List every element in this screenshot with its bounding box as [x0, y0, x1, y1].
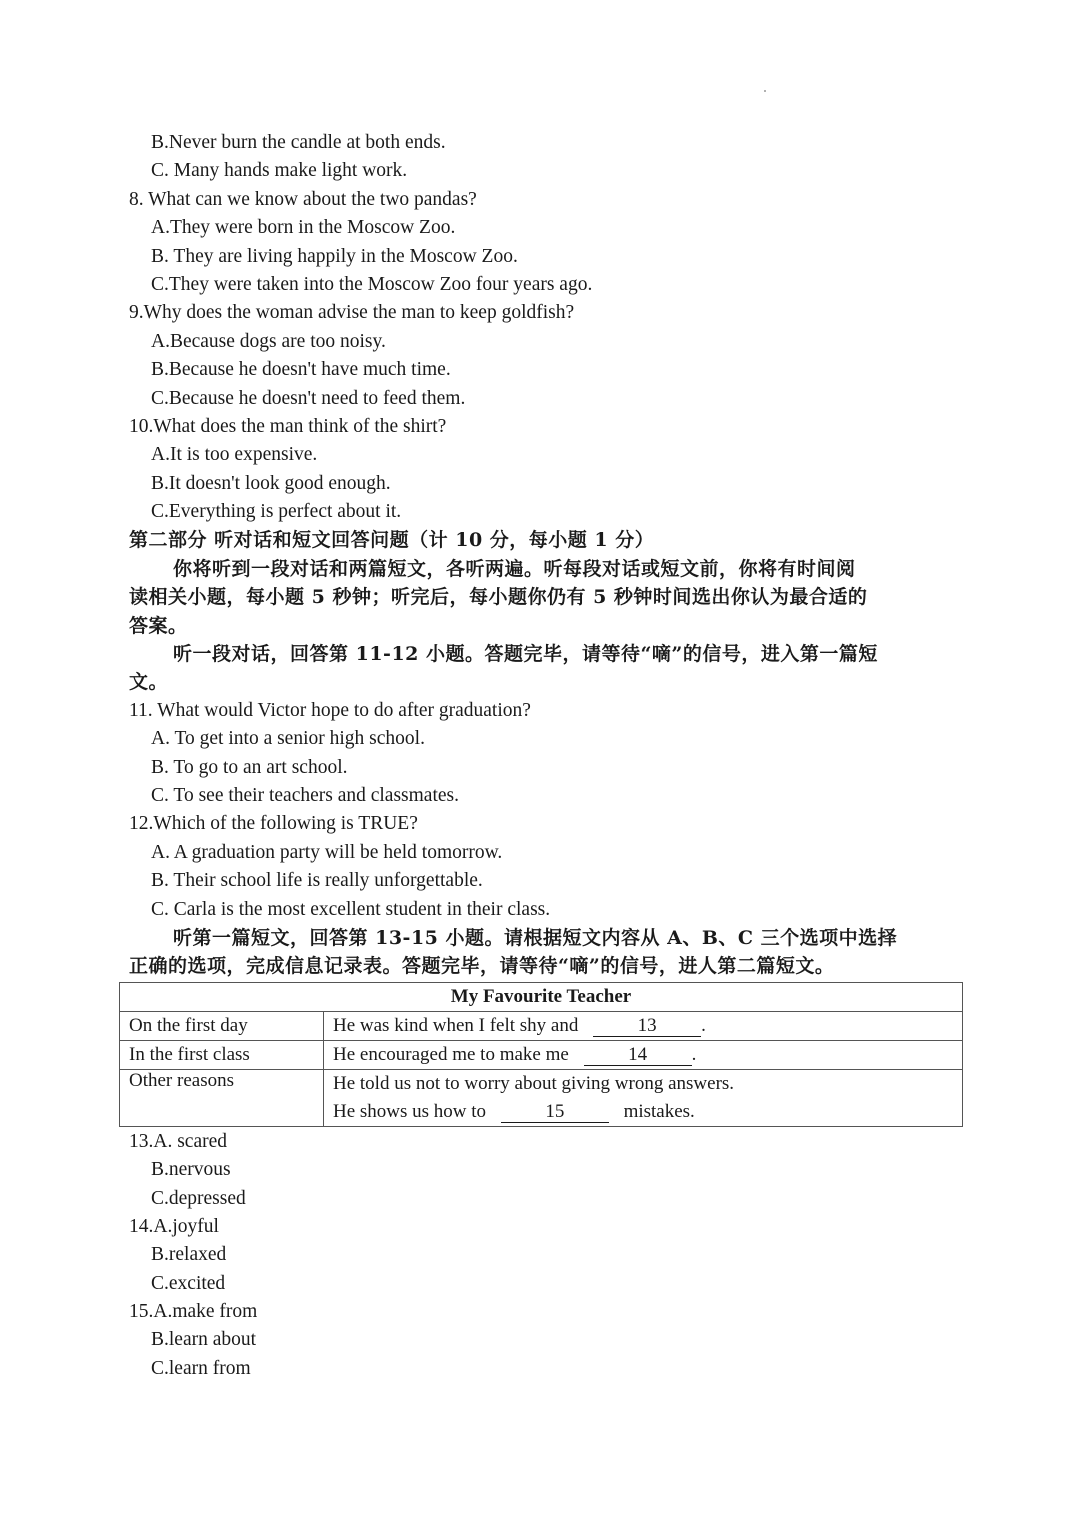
q12-option-b: B. Their school life is really unforgettable.	[151, 870, 483, 892]
table-title: My Favourite Teacher	[120, 982, 963, 1011]
q10-option-b: B.It doesn't look good enough.	[151, 472, 391, 494]
table-row	[120, 1040, 963, 1069]
row3-content	[324, 1069, 963, 1126]
blank-15: 15	[501, 1102, 609, 1123]
q9-option-c: C.Because he doesn't need to feed them.	[151, 387, 466, 409]
q9-option-a: A.Because dogs are too noisy.	[151, 330, 386, 352]
row2-end: .	[691, 1043, 697, 1065]
part2-heading: 第二部分 听对话和短文回答问题（计 10 分，每小题 1 分）	[129, 529, 655, 552]
q15-option-b: B.learn about	[151, 1329, 257, 1351]
q14-option-c: C.excited	[151, 1272, 226, 1294]
row3-text1: He told us not to worry about giving wrong answers.	[333, 1072, 735, 1094]
info-record-table	[119, 982, 963, 1127]
part2-instruction-line2: 读相关小题，每小题 5 秒钟；听完后，每小题你仍有 5 秒钟时间选出你认为最合适的	[129, 586, 868, 609]
row2-content	[324, 1040, 963, 1069]
q11-option-b: B. To go to an art school.	[151, 756, 348, 778]
row1-content	[324, 1011, 963, 1040]
row3-text2-pre: He shows us how to	[333, 1100, 487, 1122]
row3-text2-post: mistakes.	[623, 1100, 695, 1122]
q15-option-c: C.learn from	[151, 1357, 251, 1379]
table-row	[120, 1069, 963, 1126]
row3-text2	[333, 1098, 962, 1126]
q11-option-a: A. To get into a senior high school.	[151, 728, 425, 750]
q9-option-b: B.Because he doesn't have much time.	[151, 359, 451, 381]
q10-option-c: C.Everything is perfect about it.	[151, 501, 402, 523]
q8-question: 8. What can we know about the two pandas?	[129, 188, 477, 210]
q12-option-c: C. Carla is the most excellent student in their class.	[151, 898, 551, 920]
q12-question: 12.Which of the following is TRUE?	[129, 813, 418, 835]
part2-instruction-line1: 你将听到一段对话和两篇短文，各听两遍。听每段对话或短文前，你将有时间阅	[173, 557, 856, 580]
blank-13: 13	[593, 1016, 701, 1037]
q11-option-c: C. To see their teachers and classmates.	[151, 784, 460, 806]
q9-question: 9.Why does the woman advise the man to keep goldfish?	[129, 302, 575, 324]
part2-instruction-line3: 答案。	[129, 614, 188, 637]
q8-option-b: B. They are living happily in the Moscow Zoo.	[151, 245, 518, 267]
passage1-instruction-line2: 正确的选项，完成信息记录表。答题完毕，请等待“嘀”的信号，进人第二篇短文。	[129, 955, 835, 978]
q10-question: 10.What does the man think of the shirt?	[129, 415, 447, 437]
dialog-instruction-line2: 文。	[129, 671, 169, 694]
scan-speck	[764, 90, 766, 92]
row2-label: In the first class	[120, 1040, 324, 1069]
q11-question: 11. What would Victor hope to do after graduation?	[129, 699, 531, 721]
row1-label: On the first day	[120, 1011, 324, 1040]
q13-option-c: C.depressed	[151, 1187, 246, 1209]
table-row	[120, 1011, 963, 1040]
passage1-instruction-line1: 听第一篇短文，回答第 13-15 小题。请根据短文内容从 A、B、C 三个选项中选择	[173, 926, 898, 949]
blank-14: 14	[584, 1045, 692, 1066]
q14-option-a: 14.A.joyful	[129, 1215, 219, 1237]
q15-option-a: 15.A.make from	[129, 1301, 258, 1323]
row3-label: Other reasons	[120, 1069, 324, 1126]
row2-text: He encouraged me to make me	[333, 1043, 569, 1065]
row1-text: He was kind when I felt shy and	[333, 1014, 579, 1036]
q7-option-c: C. Many hands make light work.	[151, 160, 408, 182]
q13-option-a: 13.A. scared	[129, 1130, 228, 1152]
q10-option-a: A.It is too expensive.	[151, 444, 318, 466]
dialog-instruction-line1: 听一段对话，回答第 11-12 小题。答题完毕，请等待“嘀”的信号，进入第一篇短	[173, 643, 878, 666]
row1-end: .	[701, 1014, 706, 1036]
q7-option-b: B.Never burn the candle at both ends.	[151, 132, 446, 153]
q12-option-a: A. A graduation party will be held tomorrow.	[151, 841, 503, 863]
q14-option-b: B.relaxed	[151, 1244, 227, 1266]
exam-page	[129, 129, 969, 1383]
q13-option-b: B.nervous	[151, 1159, 231, 1181]
q8-option-c: C.They were taken into the Moscow Zoo four years ago.	[151, 273, 593, 295]
q8-option-a: A.They were born in the Moscow Zoo.	[151, 217, 456, 239]
